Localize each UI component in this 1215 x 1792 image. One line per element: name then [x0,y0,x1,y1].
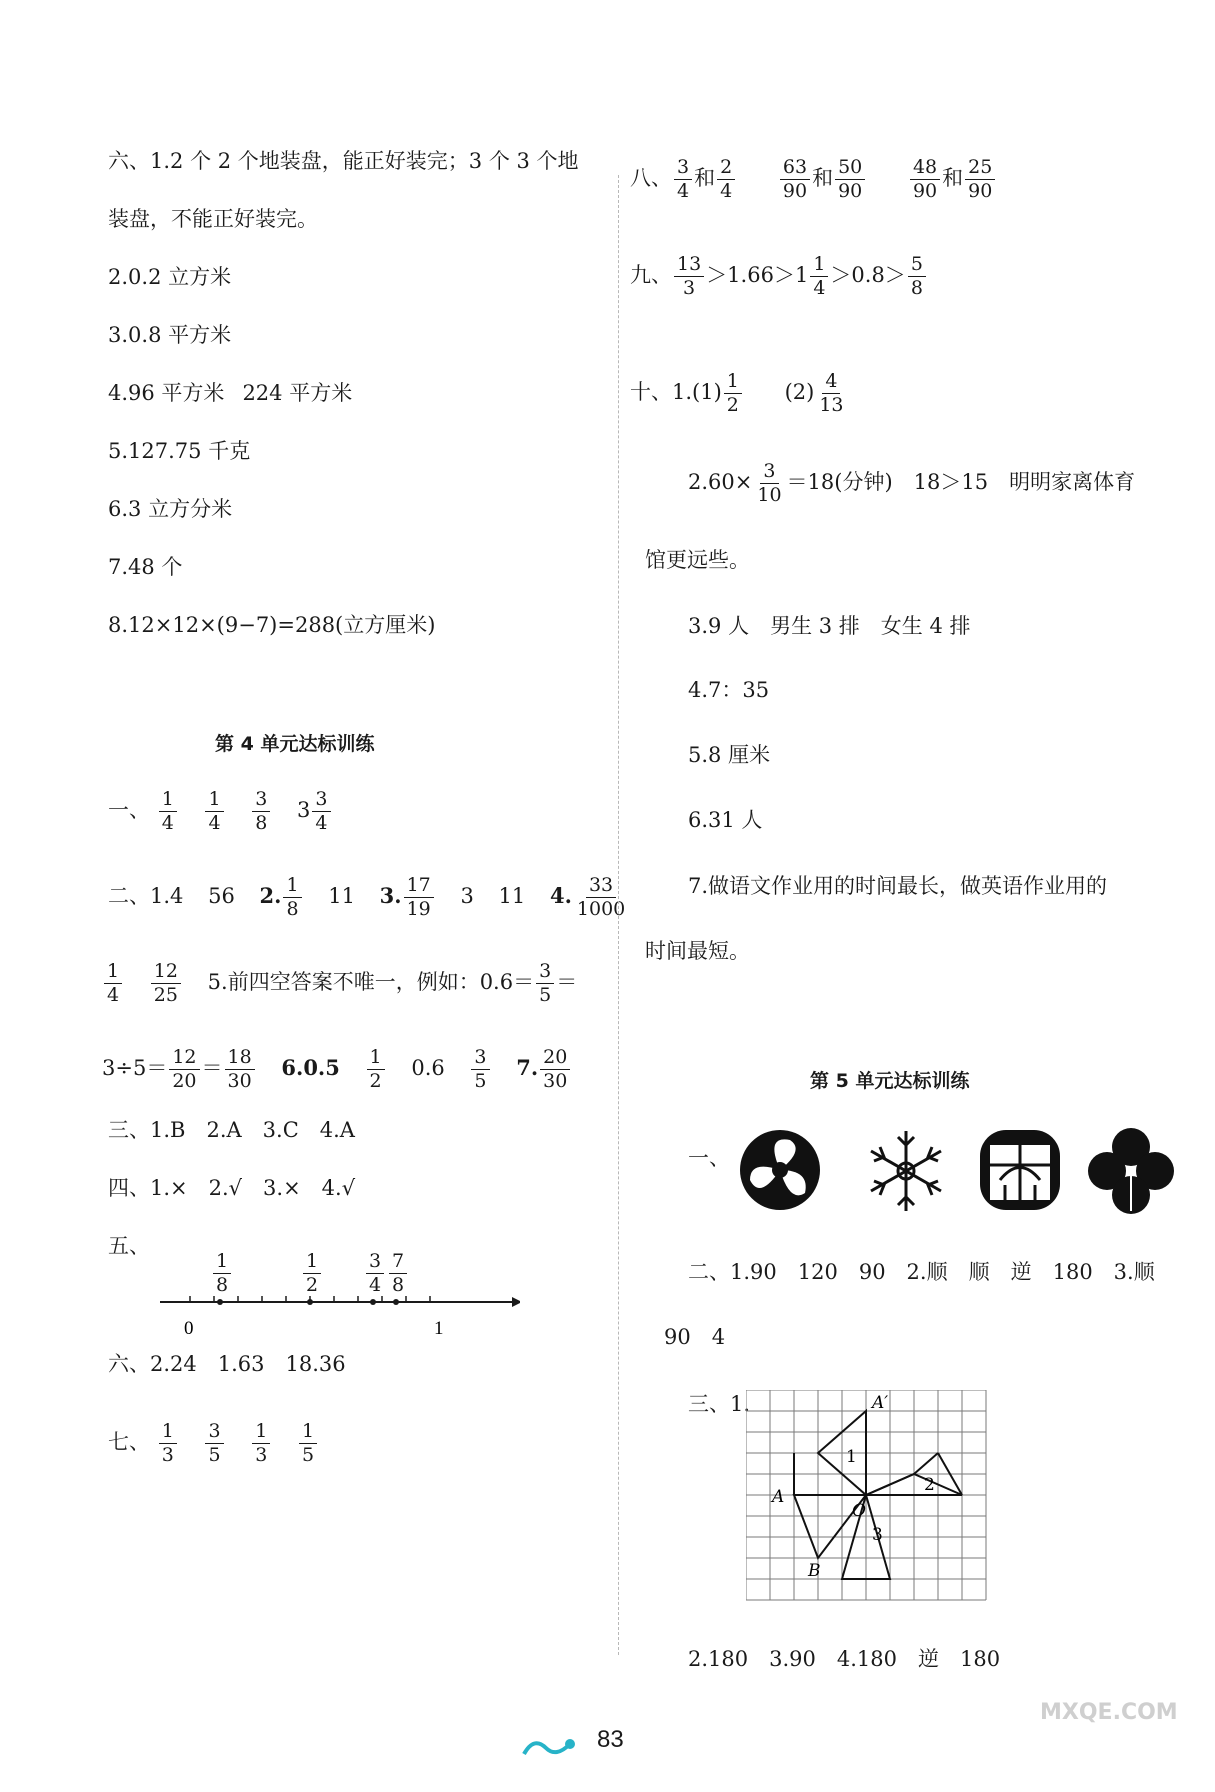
frac: $\frac{3}{10}$ [757,460,782,506]
frac: $\frac{3}{8}$ [252,790,270,833]
u4-yi-int: 3 [297,798,311,822]
frac: $\frac{12}{25}$ [151,962,181,1005]
u4-er-06: 0.6 [411,1056,445,1080]
u4-er-5: 5.前四空答案不唯一，例如：0.6＝ [207,970,535,994]
frac: $\frac{12}{20}$ [169,1048,199,1091]
frac: $\frac{48}{90}$ [910,158,940,201]
frac: $\frac{5}{8}$ [908,255,926,298]
clover-icon [1085,1125,1177,1217]
u5-san: 三、1. [688,1392,751,1416]
u4-er-6-eq: ＝ [201,1056,223,1080]
r-5: 5.8 厘米 [688,743,771,767]
nl-label-2 [301,1252,323,1295]
r-4: 4.7：35 [688,678,770,702]
u4-er-4: 4. [549,883,572,908]
l-line-8: 8.12×12×(9−7)=288(立方厘米) [108,613,436,637]
page-logo-icon [520,1734,580,1762]
u4-er-6: 6.0.5 [281,1055,340,1080]
column-divider [618,175,619,1655]
u4-er-56: 56 [208,884,235,908]
palace-shape-icon [975,1125,1065,1215]
r-shi-label: 十、1.(1) [630,380,722,404]
frac: $\frac{1}{4}$ [205,790,223,833]
frac: $\frac{1}{4}$ [104,962,122,1005]
grid-label-b: B [808,1561,821,1581]
frac: $\frac{3}{5}$ [205,1422,223,1465]
r-shi [630,372,849,415]
frac: $\frac{1}{2}$ [724,372,742,415]
r-2a: 2.60× [688,470,753,494]
grid-label-2: 2 [924,1475,935,1495]
frac: $\frac{63}{90}$ [780,158,810,201]
r-jiu-b: ＞0.8＞ [830,263,906,287]
r-ba-he1: 和 [694,166,716,190]
u4-yi [108,790,333,833]
u4-san: 三、1.B 2.A 3.C 4.A [108,1118,355,1142]
nl-label-4 [387,1252,409,1295]
frac: $\frac{1}{2}$ [303,1252,321,1295]
l-line-5: 5.127.75 千克 [108,439,251,463]
l-line-4b: 224 平方米 [242,381,353,405]
frac: $\frac{1}{8}$ [283,876,301,919]
u4-er-1: 二、1.4 [108,884,184,908]
grid-label-a1: A′ [872,1393,889,1413]
r-jiu-label: 九、 [630,263,672,287]
r-2 [688,462,1135,505]
r-jiu [630,255,928,298]
frac: $\frac{17}{19}$ [404,876,434,919]
frac: $\frac{3}{4}$ [366,1252,384,1295]
nl-labels [211,1252,233,1295]
r-7b: 时间最短。 [645,939,750,963]
u5-er2: 90 4 [664,1325,726,1349]
l-line-7: 7.48 个 [108,555,183,579]
r-6: 6.31 人 [688,808,763,832]
nl-one: 1 [434,1318,444,1339]
frac: $\frac{3}{4}$ [674,158,692,201]
u4-er-2: 2. [259,883,282,908]
u4-er-cont2 [102,1048,572,1091]
u4-er-11: 11 [328,884,355,908]
r-ba-he3: 和 [942,166,964,190]
unit4-heading: 第 4 单元达标训练 [215,733,375,755]
grid-label-a: A [772,1487,785,1507]
u4-er-5-eq: ＝ [556,970,578,994]
u4-liu: 六、2.24 1.63 18.36 [108,1352,346,1376]
u4-er-7: 7. [516,1055,539,1080]
r-7a: 7.做语文作业用的时间最长，做英语作业用的 [688,874,1108,898]
u4-er-6a: 3÷5＝ [102,1056,168,1080]
u5-last: 2.180 3.90 4.180 逆 180 [688,1647,1001,1671]
frac: $\frac{50}{90}$ [835,158,865,201]
frac: $\frac{3}{4}$ [312,790,330,833]
frac: $\frac{1}{5}$ [299,1422,317,1465]
u5-er: 二、1.90 120 90 2.顺 顺 逆 180 3.顺 [688,1260,1155,1284]
r-2c: 馆更远些。 [645,548,750,572]
r-ba [630,158,997,201]
grid-label-1: 1 [846,1447,857,1467]
grid-label-3: 3 [872,1525,883,1545]
r-2b: ＝18(分钟) 18＞15 明明家离体育 [786,470,1136,494]
page-number: 83 [597,1726,624,1753]
r-ba-label: 八、 [630,166,672,190]
u5-yi: 一、 [688,1146,730,1170]
u4-qi-label: 七、 [108,1430,150,1454]
l-line-4a: 4.96 平方米 [108,381,225,405]
l-line-liu-2: 装盘，不能正好装完。 [108,207,318,231]
frac: $\frac{1}{3}$ [159,1422,177,1465]
frac: $\frac{13}{3}$ [674,255,704,298]
u4-er-11b: 11 [498,884,526,908]
l-line-2: 2.0.2 立方米 [108,265,232,289]
frac: $\frac{18}{30}$ [225,1048,255,1091]
frac: $\frac{1}{2}$ [367,1048,385,1091]
frac: $\frac{25}{90}$ [965,158,995,201]
l-line-6: 6.3 立方分米 [108,497,233,521]
frac: $\frac{1}{4}$ [159,790,177,833]
r-3: 3.9 人 男生 3 排 女生 4 排 [688,614,971,638]
watermark: MXQE.COM [1040,1700,1178,1725]
rotated-flower-icon [735,1125,825,1215]
frac: $\frac{33}{1000}$ [576,874,626,920]
l-line-4 [108,379,352,407]
frac: $\frac{3}{5}$ [471,1048,489,1091]
u4-er-3b: 3 [460,884,474,908]
frac: $\frac{1}{4}$ [810,255,828,298]
nl-label-3 [364,1252,386,1295]
u4-er [108,876,630,919]
nl-zero: 0 [184,1318,194,1339]
snowflake-icon [860,1125,952,1217]
frac: $\frac{20}{30}$ [540,1048,570,1091]
u4-er-3: 3. [379,883,402,908]
grid-label-o: O [852,1501,866,1521]
frac: $\frac{7}{8}$ [389,1252,407,1295]
unit5-heading: 第 5 单元达标训练 [810,1070,970,1092]
u4-qi [108,1422,319,1465]
frac: $\frac{1}{8}$ [213,1252,231,1295]
r-ba-he2: 和 [812,166,834,190]
r-jiu-a: ＞1.66＞1 [706,263,809,287]
number-line [140,1236,520,1341]
r-shi-2: (2) [784,380,815,404]
rotation-grid [746,1390,991,1605]
frac: $\frac{2}{4}$ [717,158,735,201]
l-line-3: 3.0.8 平方米 [108,323,232,347]
u4-si: 四、1.× 2.√ 3.× 4.√ [108,1176,356,1200]
u4-yi-label: 一、 [108,798,150,822]
u4-wu: 五、 [108,1234,150,1258]
frac: $\frac{3}{5}$ [536,962,554,1005]
frac: $\frac{4}{13}$ [819,370,844,416]
u4-er-cont [102,962,577,1005]
l-line-liu-1: 六、1.2 个 2 个地装盘，能正好装完；3 个 3 个地 [108,149,579,173]
frac: $\frac{1}{3}$ [252,1422,270,1465]
